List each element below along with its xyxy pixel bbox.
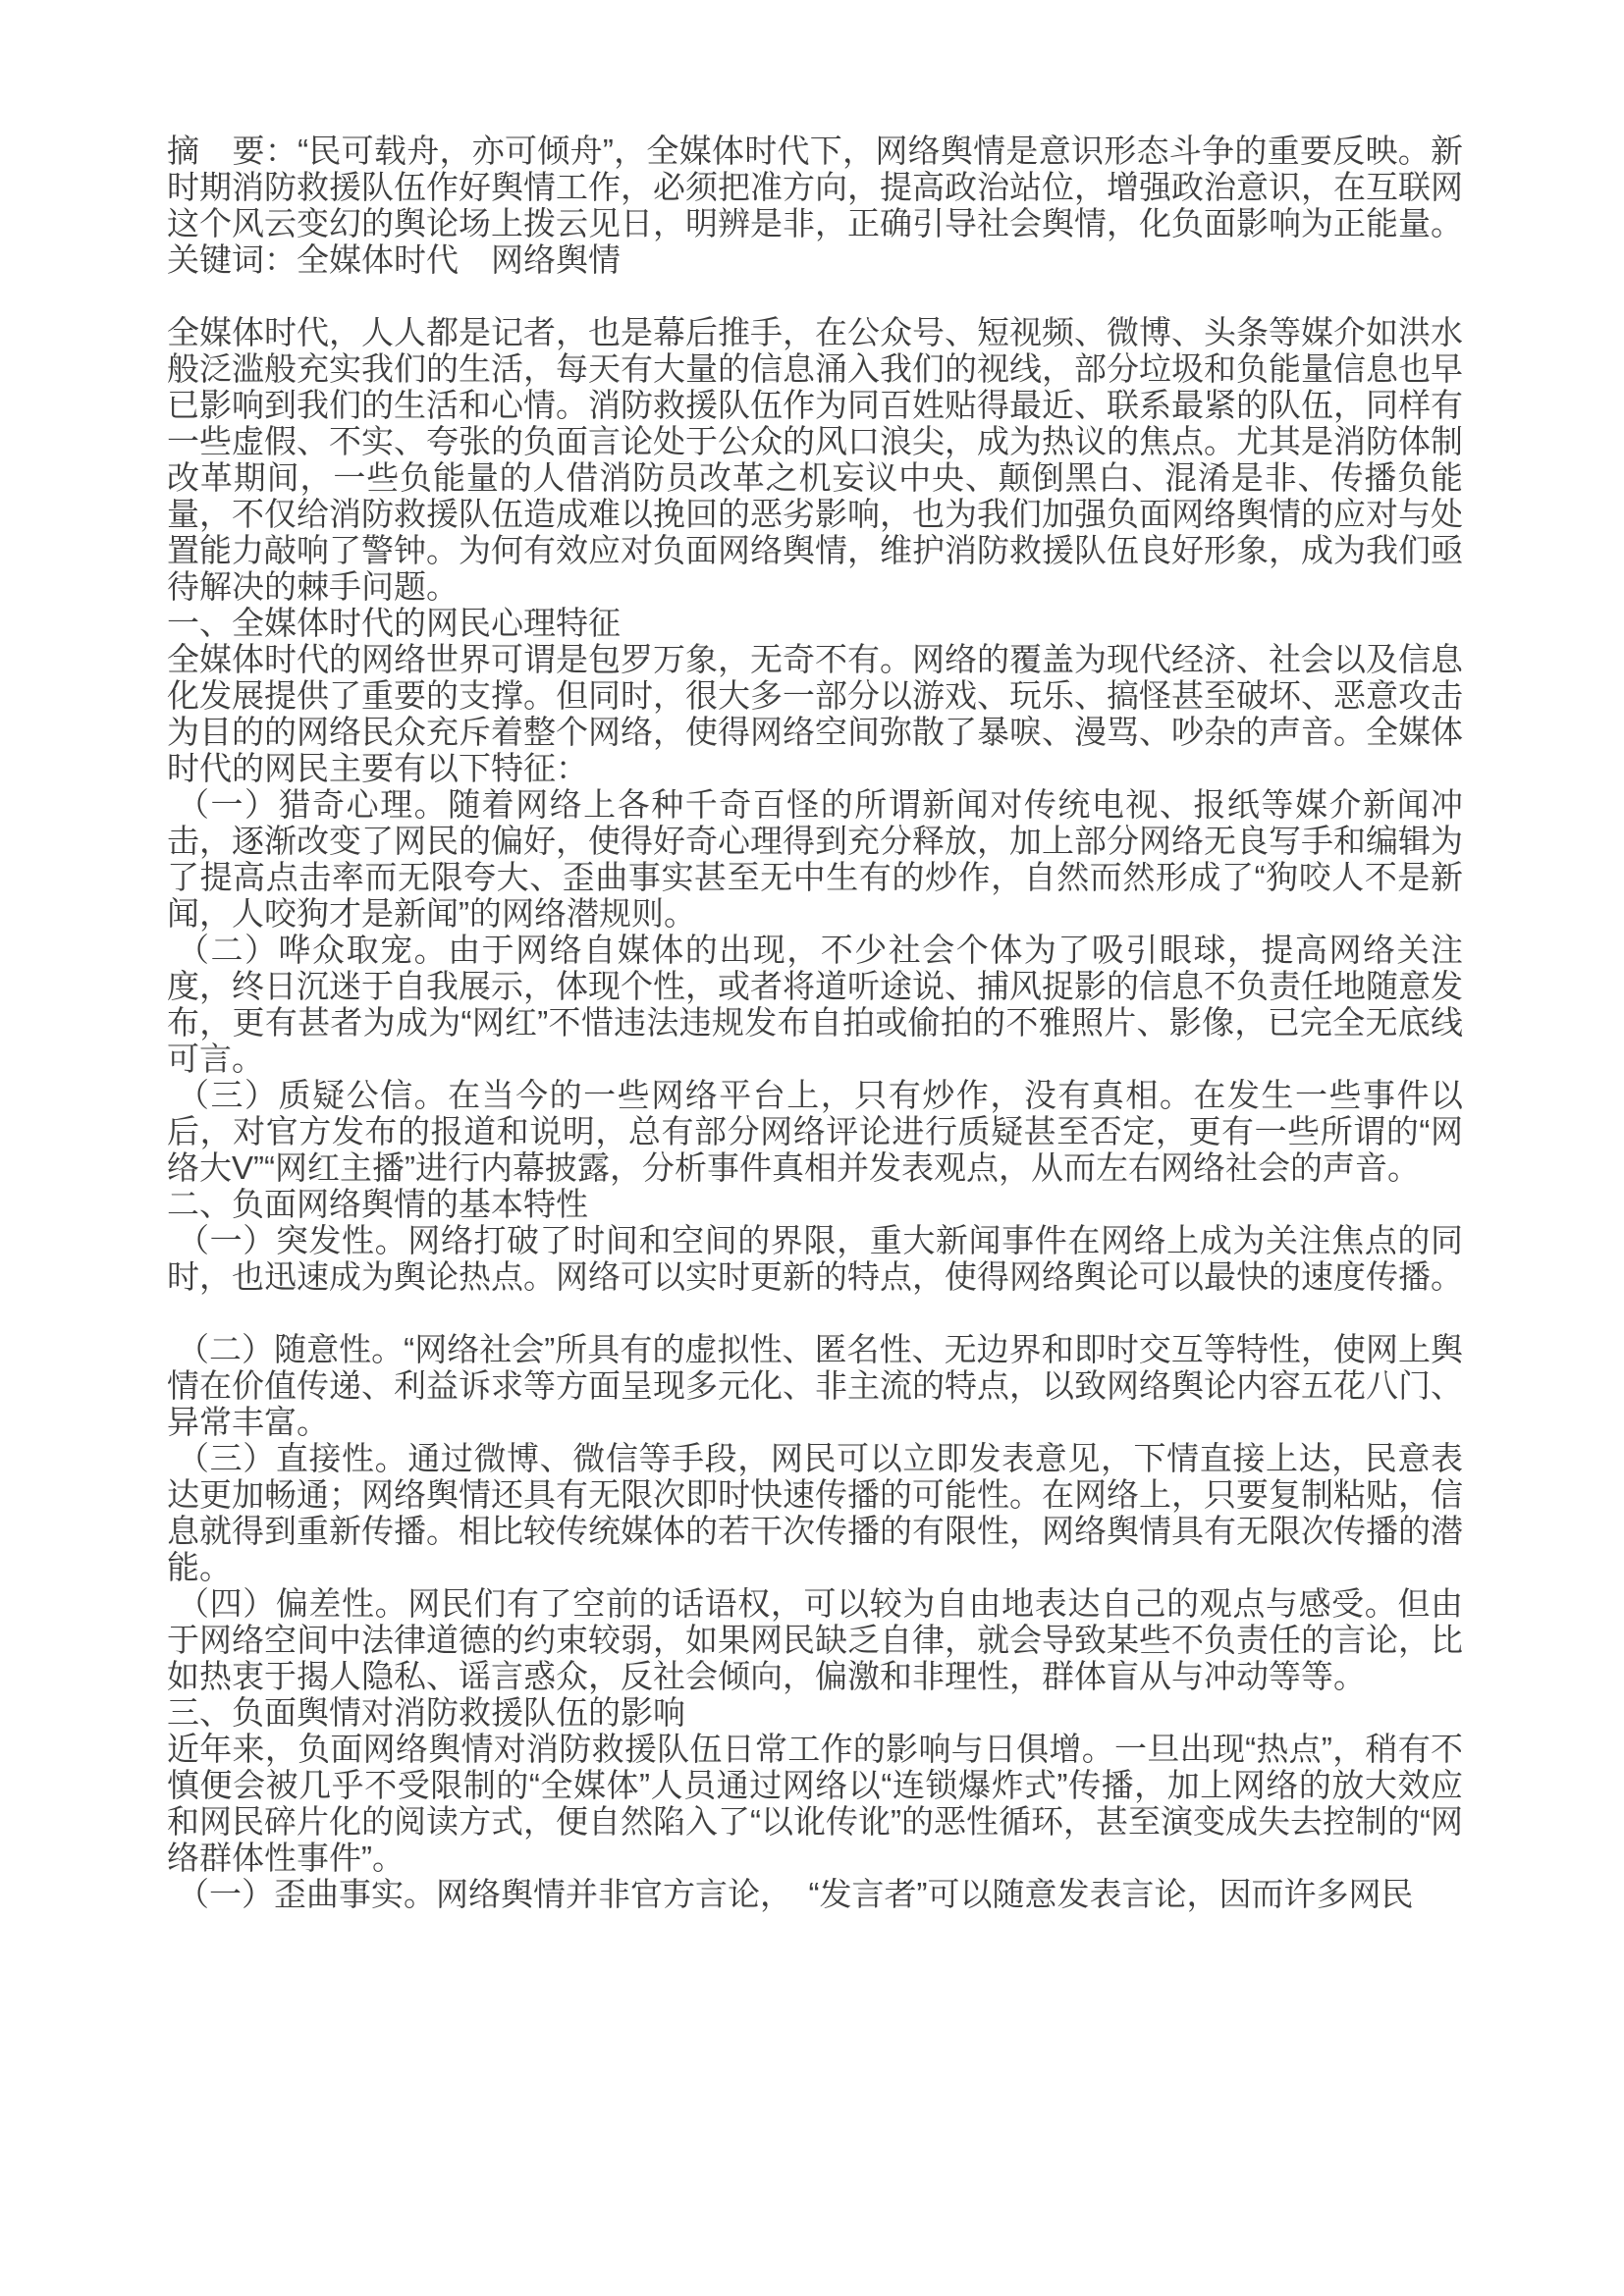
blank-line — [167, 1295, 1463, 1331]
section-heading-1: 一、全媒体时代的网民心理特征 — [167, 605, 621, 641]
item-directness: （三）直接性。通过微博、微信等手段，网民可以立即发表意见，下情直接上达，民意表达更加畅通；网络舆情还具有无限次即时快速传播的可能性。在网络上，只要复制粘贴，信息就得到重新传播。相比较传统媒体的若干次传播的有限性，网络舆情具有无限次传播的潜能。 — [167, 1440, 1463, 1585]
blank-line — [167, 278, 1463, 314]
item-sensationalism: （二）哗众取宠。由于网络自媒体的出现，不少社会个体为了吸引眼球，提高网络关注度，终日沉迷于自我展示，体现个性，或者将道听途说、捕风捉影的信息不负责任地随意发布，更有甚者为成为“网红”不惜违法违规发布自拍或偷拍的不雅照片、影像，已完全无底线可言。 — [167, 932, 1463, 1077]
intro-paragraph: 全媒体时代，人人都是记者，也是幕后推手，在公众号、短视频、微博、头条等媒介如洪水般泛滥般充实我们的生活，每天有大量的信息涌入我们的视线，部分垃圾和负能量信息也早已影响到我们的生活和心情。消防救援队伍作为同百姓贴得最近、联系最紧的队伍，同样有一些虚假、不实、夸张的负面言论处于公众的风口浪尖，成为热议的焦点。尤其是消防体制改革期间，一些负能量的人借消防员改革之机妄议中央、颠倒黑白、混淆是非、传播负能量，不仅给消防救援队伍造成难以挽回的恶劣影响，也为我们加强负面网络舆情的应对与处置能力敲响了警钟。为何有效应对负面网络舆情，维护消防救援队伍良好形象，成为我们亟待解决的棘手问题。 — [167, 314, 1463, 605]
item-fact-distortion: （一）歪曲事实。网络舆情并非官方言论， “发言者”可以随意发表言论，因而许多网民 — [177, 1876, 1414, 1912]
item-curiosity: （一）猎奇心理。随着网络上各种千奇百怪的所谓新闻对传统电视、报纸等媒介新闻冲击，逐渐改变了网民的偏好，使得好奇心理得到充分释放，加上部分网络无良写手和编辑为了提高点击率而无限夸大、歪曲事实甚至无中生有的炒作，自然而然形成了“狗咬人不是新闻，人咬狗才是新闻”的网络潜规则。 — [167, 786, 1463, 932]
item-suddenness: （一）突发性。网络打破了时间和空间的界限，重大新闻事件在网络上成为关注焦点的同时，也迅速成为舆论热点。网络可以实时更新的特点，使得网络舆论可以最快的速度传播。 — [167, 1222, 1463, 1295]
section-heading-3: 三、负面舆情对消防救援队伍的影响 — [167, 1694, 685, 1731]
keywords-line: 关键词：全媒体时代 网络舆情 — [167, 241, 621, 278]
item-deviation: （四）偏差性。网民们有了空前的话语权，可以较为自由地表达自己的观点与感受。但由于网络空间中法律道德的约束较弱，如果网民缺乏自律，就会导致某些不负责任的言论，比如热衷于揭人隐私、谣言惑众，反社会倾向，偏激和非理性，群体盲从与冲动等等。 — [167, 1585, 1463, 1694]
paragraph-netizen-traits: 全媒体时代的网络世界可谓是包罗万象，无奇不有。网络的覆盖为现代经济、社会以及信息化发展提供了重要的支撑。但同时，很大多一部分以游戏、玩乐、搞怪甚至破坏、恶意攻击为目的的网络民众充斥着整个网络，使得网络空间弥散了暴唳、漫骂、吵杂的声音。全媒体时代的网民主要有以下特征： — [167, 641, 1463, 786]
item-distrust: （三）质疑公信。在当今的一些网络平台上，只有炒作，没有真相。在发生一些事件以后，对官方发布的报道和说明，总有部分网络评论进行质疑甚至否定，更有一些所谓的“网络大V”“网红主播”进行内幕披露，分析事件真相并发表观点，从而左右网络社会的声音。 — [167, 1077, 1463, 1186]
abstract-paragraph: 摘 要：“民可载舟，亦可倾舟”，全媒体时代下，网络舆情是意识形态斗争的重要反映。新时期消防救援队伍作好舆情工作，必须把准方向，提高政治站位，增强政治意识，在互联网这个风云变幻的舆论场上拨云见日，明辨是非，正确引导社会舆情，化负面影响为正能量。 — [167, 133, 1463, 241]
paragraph-impact-intro: 近年来，负面网络舆情对消防救援队伍日常工作的影响与日俱增。一旦出现“热点”，稍有不慎便会被几乎不受限制的“全媒体”人员通过网络以“连锁爆炸式”传播，加上网络的放大效应和网民碎片化的阅读方式，便自然陷入了“以讹传讹”的恶性循环，甚至演变成失去控制的“网络群体性事件”。 — [167, 1731, 1463, 1876]
section-heading-2: 二、负面网络舆情的基本特性 — [167, 1186, 588, 1222]
article-body — [167, 133, 1463, 1912]
item-randomness: （二）随意性。“网络社会”所具有的虚拟性、匿名性、无边界和即时交互等特性，使网上舆情在价值传递、利益诉求等方面呈现多元化、非主流的特点，以致网络舆论内容五花八门、异常丰富。 — [167, 1331, 1463, 1440]
